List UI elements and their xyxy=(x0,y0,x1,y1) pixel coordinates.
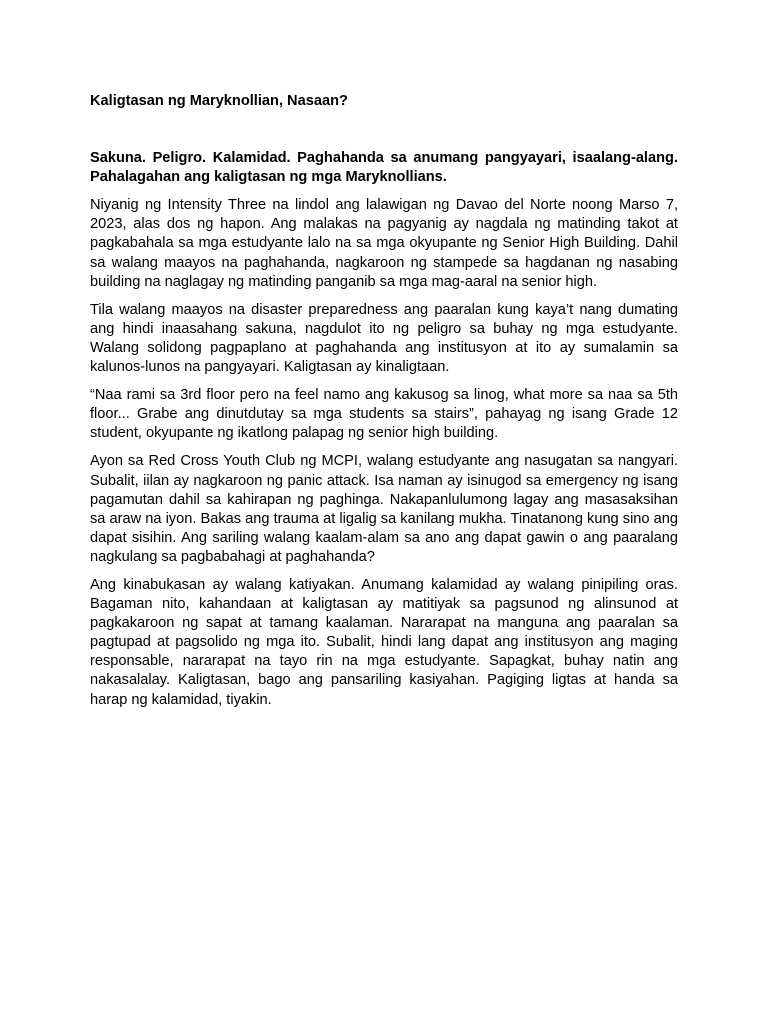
paragraph-2: Tila walang maayos na disaster preparedness ang paaralan kung kaya’t nang dumating ang hindi inaasahang sakuna, nagdulot ito ng peligro sa buhay ng mga estudyante. Walang solidong pagpaplano at paghahanda ang institusyon at ito ay sumalamin sa kalunos-lunos na pangyayari. Kaligtasan ay kinaligtaan. xyxy=(90,301,678,376)
paragraph-3-quote: “Naa rami sa 3rd floor pero na feel namo ang kakusog sa linog, what more sa naa sa 5th floor... Grabe ang dinutdutay sa mga students sa stairs”, pahayag ng isang Grade 12 student, okyupante ng ikatlong palapag ng senior high building. xyxy=(90,387,678,442)
paragraph-1: Niyanig ng Intensity Three na lindol ang lalawigan ng Davao del Norte noong Marso 7, 2023, alas dos ng hapon. Ang malakas na pagyanig ay nagdala ng matinding takot at pagkabahala sa mga estudyante lalo na sa mga okyupante ng Senior High Building. Dahil sa walang maayos na paghahanda, nagkaroon ng stampede sa hagdanan ng nasabing building na naglagay ng matinding panganib sa mga mag-aaral na senior high. xyxy=(90,197,678,290)
article-title: Kaligtasan ng Maryknollian, Nasaan? xyxy=(90,93,348,109)
paragraph-4: Ayon sa Red Cross Youth Club ng MCPI, walang estudyante ang nasugatan sa nangyari. Subalit, iilan ay nagkaroon ng panic attack. Isa naman ay isinugod sa emergency ng isang pagamutan dahil sa kahirapan ng paghinga. Nakapanlulumong lagay ang masasaksihan sa araw na iyon. Bakas ang trauma at ligalig sa kanilang mukha. Tinatanong kung sino ang dapat sisihin. Ang sariling walang kaalam-alam sa ano ang dapat gawin o ang paaralang nagkulang sa pagbabahagi at paghahanda? xyxy=(90,453,678,565)
document-page xyxy=(90,92,678,719)
article-lead: Sakuna. Peligro. Kalamidad. Paghahanda sa anumang pangyayari, isaalang-alang. Pahalagahan ang kaligtasan ng mga Maryknollians. xyxy=(90,150,678,186)
paragraph-5: Ang kinabukasan ay walang katiyakan. Anumang kalamidad ay walang pinipiling oras. Bagaman nito, kahandaan at kaligtasan ay matitiyak sa pagsunod ng alinsunod at pagkakaroon ng sapat at tamang kaalaman. Nararapat na manguna ang paaralan sa pagtupad at pagsolido ng mga ito. Subalit, hindi lang dapat ang institusyon ang maging responsable, nararapat na tayo rin na mga estudyante. Sapagkat, buhay natin ang nakasalalay. Kaligtasan, bago ang pansariling kasiyahan. Pagiging ligtas at handa sa harap ng kalamidad, tiyakin. xyxy=(90,576,678,708)
